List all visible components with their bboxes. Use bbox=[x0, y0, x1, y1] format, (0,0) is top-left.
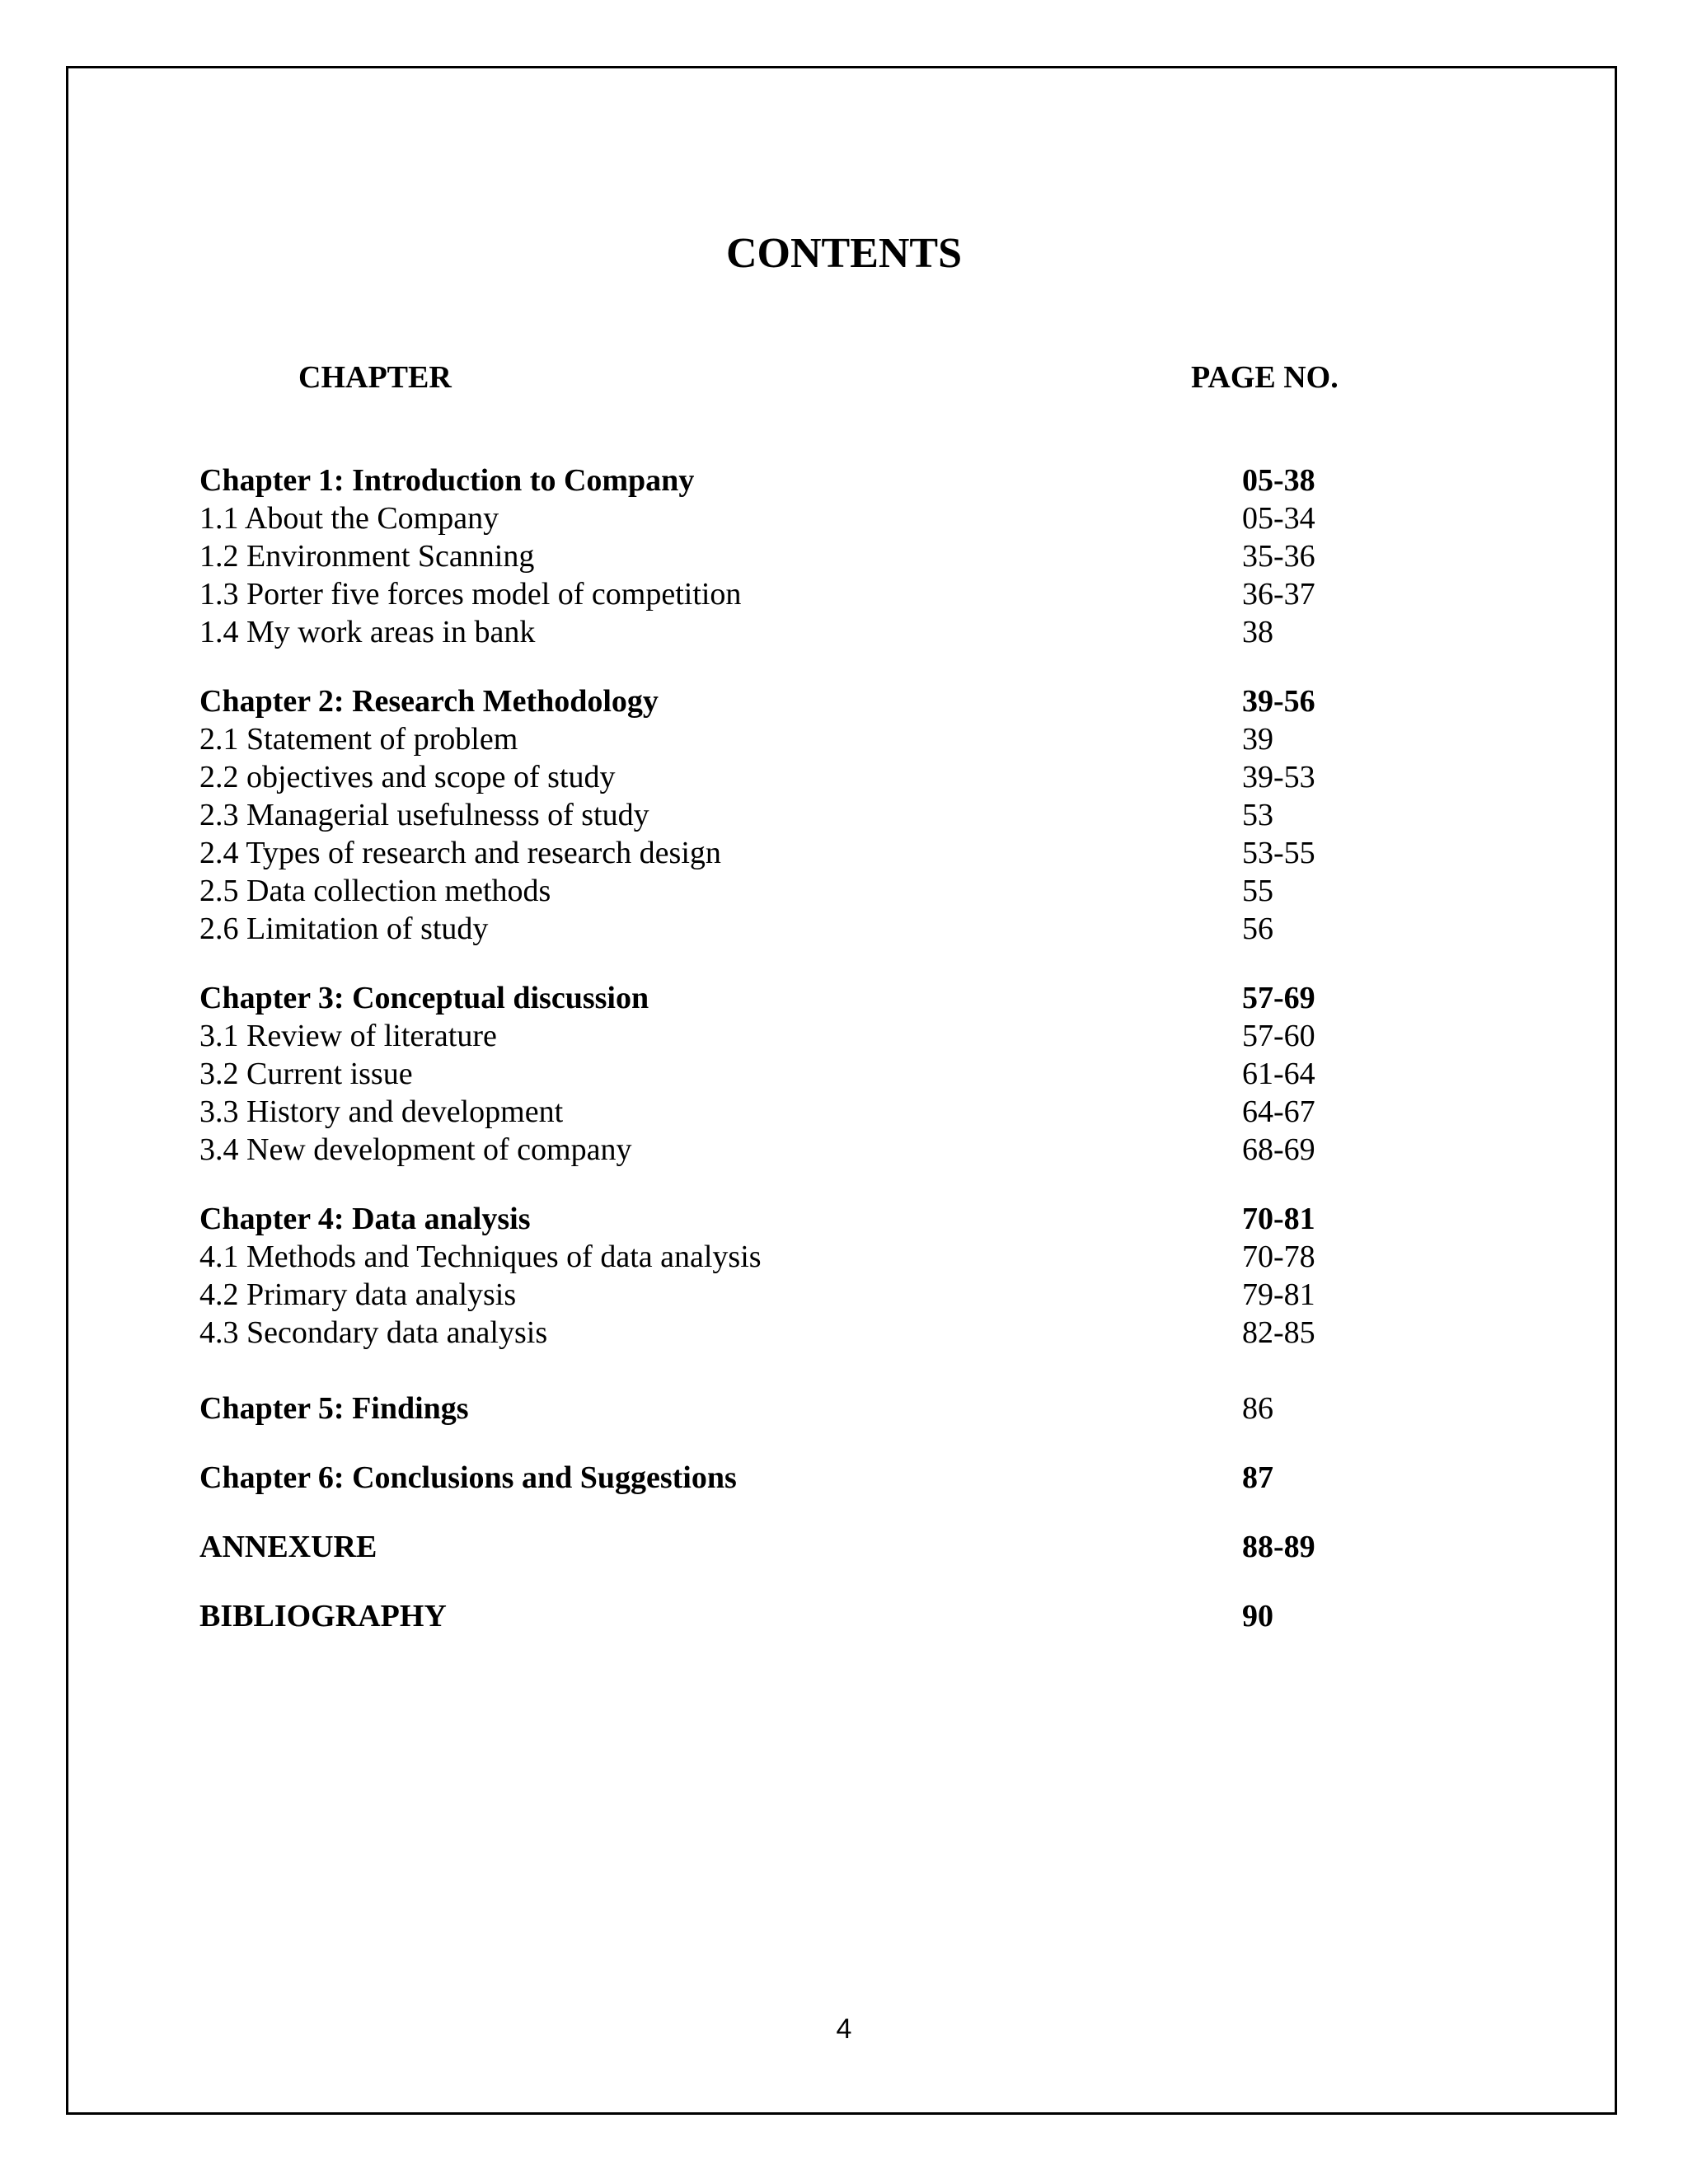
toc-entry-pages: 86 bbox=[1242, 1391, 1273, 1426]
toc-entry-pages: 56 bbox=[1242, 912, 1273, 946]
toc-section-2-5 bbox=[199, 872, 1353, 910]
toc-entry-label: 1.3 Porter five forces model of competition bbox=[199, 577, 742, 612]
toc-entry-label: 3.4 New development of company bbox=[199, 1132, 632, 1167]
toc-section-2-2 bbox=[199, 758, 1353, 796]
toc-section-4-2 bbox=[199, 1276, 1353, 1314]
toc-section-4-1 bbox=[199, 1238, 1353, 1276]
toc-entry-pages: 70-81 bbox=[1242, 1202, 1315, 1236]
toc-section-1-1 bbox=[199, 499, 1353, 537]
toc-entry-label: 3.3 History and development bbox=[199, 1094, 564, 1129]
toc-entry-label: BIBLIOGRAPHY bbox=[199, 1599, 447, 1633]
toc-annexure bbox=[199, 1528, 1353, 1566]
toc-chapter-2 bbox=[199, 682, 1353, 720]
toc-entry-pages: 61-64 bbox=[1242, 1057, 1315, 1091]
toc-section-3-2 bbox=[199, 1055, 1353, 1093]
toc-entry-pages: 57-69 bbox=[1242, 981, 1315, 1015]
toc-section-2-1 bbox=[199, 720, 1353, 758]
toc-chapter-1 bbox=[199, 462, 1353, 499]
toc-section-2-4 bbox=[199, 834, 1353, 872]
toc-entry-label: Chapter 2: Research Methodology bbox=[199, 684, 659, 719]
toc-chapter-3 bbox=[199, 979, 1353, 1017]
toc-entry-label: 2.5 Data collection methods bbox=[199, 874, 551, 908]
toc-entry-pages: 88-89 bbox=[1242, 1530, 1315, 1564]
toc-entry-label: 4.3 Secondary data analysis bbox=[199, 1315, 548, 1350]
toc-entry-label: Chapter 1: Introduction to Company bbox=[199, 463, 695, 498]
toc-entry-label: 2.6 Limitation of study bbox=[199, 912, 489, 946]
toc-entry-label: Chapter 3: Conceptual discussion bbox=[199, 981, 649, 1015]
toc-entry-pages: 05-34 bbox=[1242, 501, 1315, 536]
toc-entry-pages: 53 bbox=[1242, 798, 1273, 832]
toc-entry-label: 2.2 objectives and scope of study bbox=[199, 760, 616, 794]
toc-chapter-5 bbox=[199, 1390, 1353, 1427]
toc-entry-pages: 70-78 bbox=[1242, 1240, 1315, 1274]
toc-section-4-3 bbox=[199, 1314, 1353, 1352]
toc-entry-pages: 55 bbox=[1242, 874, 1273, 908]
toc-section-3-3 bbox=[199, 1093, 1353, 1131]
page-column-header: PAGE NO. bbox=[1191, 360, 1339, 395]
toc-section-2-3 bbox=[199, 796, 1353, 834]
toc-section-3-4 bbox=[199, 1131, 1353, 1169]
toc-entry-label: 2.3 Managerial usefulnesss of study bbox=[199, 798, 649, 832]
toc-entry-label: 1.2 Environment Scanning bbox=[199, 539, 535, 574]
toc-entry-pages: 82-85 bbox=[1242, 1315, 1315, 1350]
page-number: 4 bbox=[836, 2013, 852, 2045]
toc-entry-pages: 53-55 bbox=[1242, 836, 1315, 870]
chapter-column-header: CHAPTER bbox=[298, 360, 452, 395]
toc-section-1-2 bbox=[199, 537, 1353, 575]
toc-entry-label: 2.1 Statement of problem bbox=[199, 722, 518, 757]
toc-chapter-6 bbox=[199, 1459, 1353, 1497]
toc-entry-label: 1.4 My work areas in bank bbox=[199, 615, 536, 649]
toc-entry-pages: 39-53 bbox=[1242, 760, 1315, 794]
table-of-contents bbox=[199, 462, 1353, 1635]
toc-section-1-4 bbox=[199, 613, 1353, 651]
toc-entry-pages: 39-56 bbox=[1242, 684, 1315, 719]
toc-section-2-6 bbox=[199, 910, 1353, 948]
toc-entry-pages: 87 bbox=[1242, 1460, 1273, 1495]
toc-entry-label: 4.1 Methods and Techniques of data analysis bbox=[199, 1240, 762, 1274]
toc-section-3-1 bbox=[199, 1017, 1353, 1055]
toc-section-1-3 bbox=[199, 575, 1353, 613]
toc-entry-pages: 90 bbox=[1242, 1599, 1273, 1633]
toc-entry-pages: 36-37 bbox=[1242, 577, 1315, 612]
toc-chapter-4 bbox=[199, 1200, 1353, 1238]
toc-entry-label: 2.4 Types of research and research design bbox=[199, 836, 721, 870]
toc-entry-label: 1.1 About the Company bbox=[199, 501, 499, 536]
toc-bibliography bbox=[199, 1597, 1353, 1635]
toc-entry-label: ANNEXURE bbox=[199, 1530, 377, 1564]
toc-entry-pages: 38 bbox=[1242, 615, 1273, 649]
toc-entry-pages: 35-36 bbox=[1242, 539, 1315, 574]
page-title: CONTENTS bbox=[725, 230, 963, 277]
toc-entry-label: 3.1 Review of literature bbox=[199, 1019, 497, 1053]
toc-entry-label: 3.2 Current issue bbox=[199, 1057, 413, 1091]
toc-entry-pages: 64-67 bbox=[1242, 1094, 1315, 1129]
toc-entry-pages: 57-60 bbox=[1242, 1019, 1315, 1053]
toc-entry-label: Chapter 6: Conclusions and Suggestions bbox=[199, 1460, 737, 1495]
toc-entry-label: Chapter 5: Findings bbox=[199, 1391, 469, 1426]
toc-entry-pages: 05-38 bbox=[1242, 463, 1315, 498]
toc-entry-pages: 79-81 bbox=[1242, 1277, 1315, 1312]
toc-entry-label: 4.2 Primary data analysis bbox=[199, 1277, 517, 1312]
toc-entry-pages: 68-69 bbox=[1242, 1132, 1315, 1167]
toc-entry-label: Chapter 4: Data analysis bbox=[199, 1202, 531, 1236]
toc-entry-pages: 39 bbox=[1242, 722, 1273, 757]
